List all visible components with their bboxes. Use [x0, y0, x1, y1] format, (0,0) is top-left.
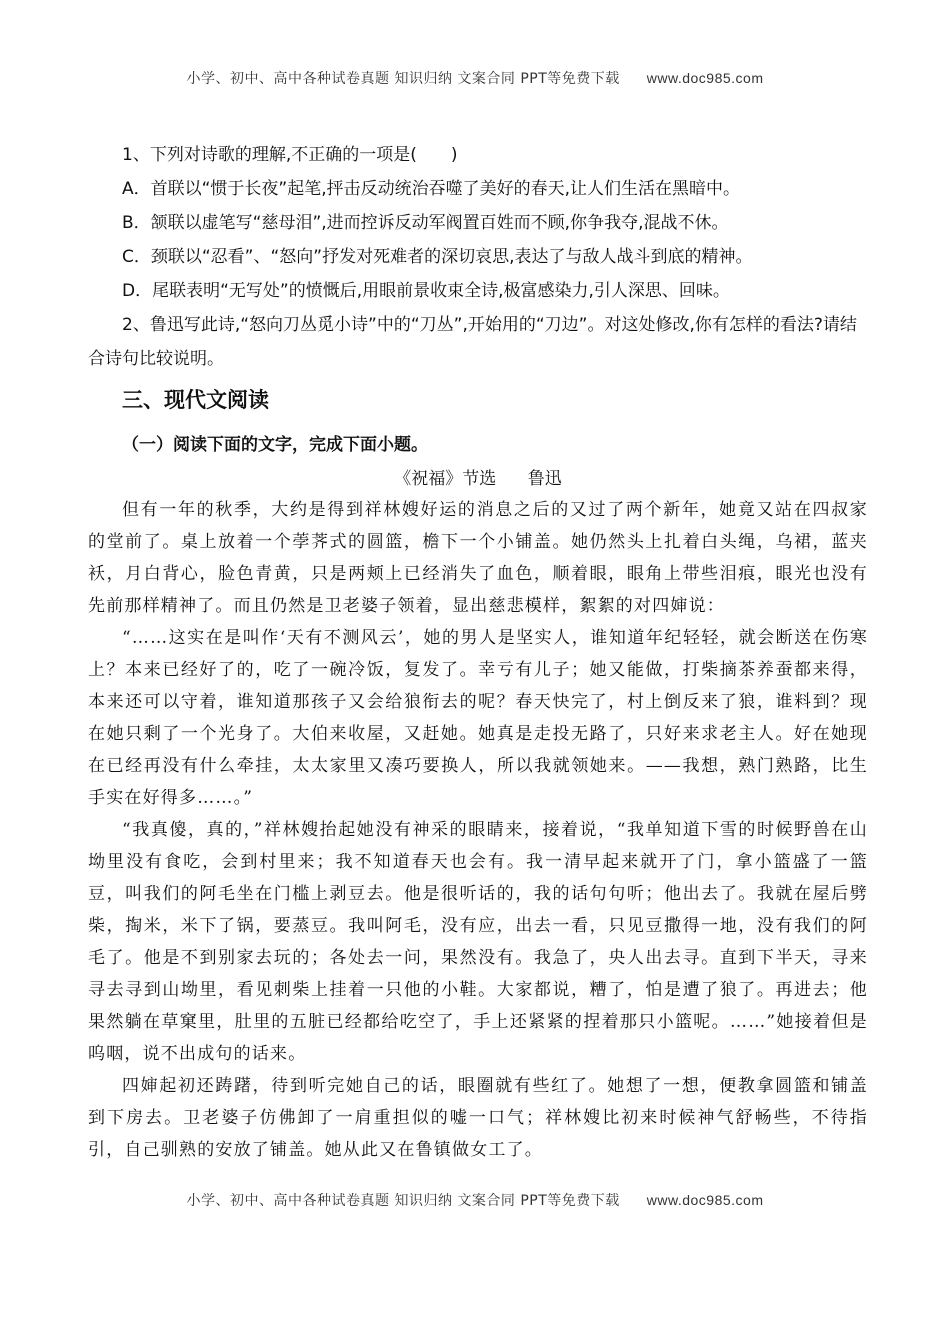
header-text: 小学、初中、高中各种试卷真题 知识归纳 文案合同 PPT等免费下载 [186, 71, 620, 87]
passage-paragraph-3: “我真傻，真的，”祥林嫂抬起她没有神采的眼睛来，接着说，“我单知道下雪的时候野兽在山坳里没有食吃，会到村里来；我不知道春天也会有。我一清早起来就开了门，拿小篮盛了一篮豆，叫我们的阿毛坐在门槛上剥豆去。他是很听话的，我的话句句听；他出去了。我就在屋后劈柴，掏米，米下了锅，要蒸豆。我叫阿毛，没有应，出去一看，只见豆撒得一地，没有我们的阿毛了。他是不到别家去玩的；各处去一问，果然没有。我急了，央人出去寻。直到下半天，寻来寻去寻到山坳里，看见刺柴上挂着一只他的小鞋。大家都说，糟了，怕是遭了狼了。再进去；他果然躺在草窠里，肚里的五脏已经都给吃空了，手上还紧紧的捏着那只小篮呢。……”她接着但是呜咽，说不出成句的话来。 [88, 820, 868, 1064]
document-body [88, 138, 868, 1166]
option-d: D．尾联表明“无写处”的愤慨后,用眼前景收束全诗,极富感染力,引人深思、回味。 [122, 281, 730, 301]
page-footer [0, 1190, 950, 1210]
section-subtitle: （一）阅读下面的文字，完成下面小题。 [122, 435, 428, 455]
question-1: 1、下列对诗歌的理解,不正确的一项是( ) [122, 145, 458, 165]
question-2: 2、鲁迅写此诗,“怒向刀丛觅小诗”中的“刀丛”,开始用的“刀边”。对这处修改,你有怎样的看法?请结合诗句比较说明。 [88, 315, 857, 369]
section-title: 三、现代文阅读 [122, 388, 269, 412]
passage-source [88, 464, 868, 494]
passage-paragraph-1: 但有一年的秋季，大约是得到祥林嫂好运的消息之后的又过了两个新年，她竟又站在四叔家的堂前了。桌上放着一个荸荠式的圆篮，檐下一个小铺盖。她仍然头上扎着白头绳，乌裙，蓝夹袄，月白背心，脸色青黄，只是两颊上已经消失了血色，顺着眼，眼角上带些泪痕，眼光也没有先前那样精神了。而且仍然是卫老婆子领着，显出慈悲模样，絮絮的对四婶说： [88, 500, 868, 616]
option-b: B．颔联以虚笔写“慈母泪”,进而控诉反动军阀置百姓而不顾,你争我夺,混战不休。 [122, 213, 729, 233]
option-c: C．颈联以“忍看”、“怒向”抒发对死难者的深切哀思,表达了与敌人战斗到底的精神。 [122, 247, 753, 267]
passage-paragraph-4: 四婶起初还踌躇，待到听完她自己的话，眼圈就有些红了。她想了一想，便教拿圆篮和铺盖到下房去。卫老婆子仿佛卸了一肩重担似的嘘一口气；祥林嫂比初来时候神气舒畅些，不待指引，自己驯熟的安放了铺盖。她从此又在鲁镇做女工了。 [88, 1076, 868, 1160]
passage-paragraph-2: “……这实在是叫作‘天有不测风云’，她的男人是坚实人，谁知道年纪轻轻，就会断送在伤寒上？本来已经好了的，吃了一碗冷饭，复发了。幸亏有儿子；她又能做，打柴摘茶养蚕都来得，本来还可以守着，谁知道那孩子又会给狼衔去的呢？春天快完了，村上倒反来了狼，谁料到？现在她只剩了一个光身了。大伯来收屋，又赶她。她真是走投无路了，只好来求老主人。好在她现在已经再没有什么牵挂，太太家里又凑巧要换人，所以我就领她来。——我想，熟门熟路，比生手实在好得多……。” [88, 628, 868, 808]
footer-url[interactable]: www.doc985.com [646, 1192, 764, 1208]
passage-title: 《祝福》节选 [394, 469, 497, 489]
header-url[interactable]: www.doc985.com [646, 70, 764, 86]
page-header [0, 68, 950, 88]
passage-author: 鲁迅 [527, 469, 562, 489]
option-a: A．首联以“惯于长夜”起笔,抨击反动统治吞噬了美好的春天,让人们生活在黑暗中。 [122, 179, 741, 199]
footer-text: 小学、初中、高中各种试卷真题 知识归纳 文案合同 PPT等免费下载 [186, 1193, 620, 1209]
